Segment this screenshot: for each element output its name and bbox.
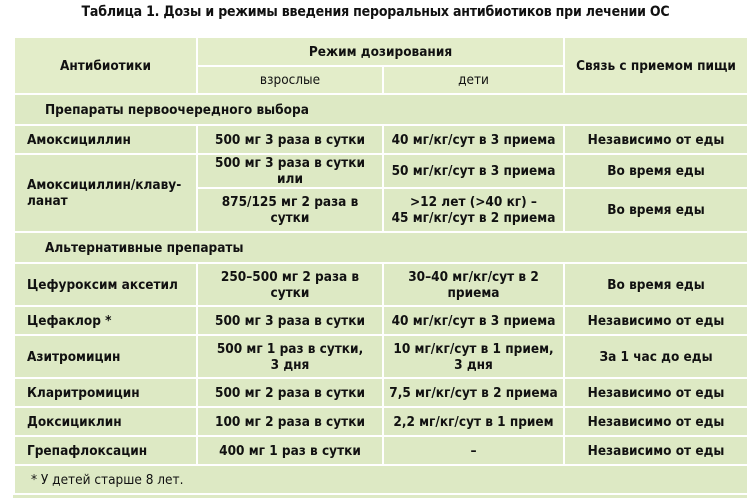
drug-name xyxy=(14,154,197,232)
dose-children xyxy=(383,335,564,378)
dose-children-line2: приема xyxy=(447,284,500,301)
dose-adults: 500 мг 3 раза в сутки или xyxy=(197,154,383,188)
dose-children: 40 мг/кг/сут в 3 приема xyxy=(383,306,564,335)
drug-name: Азитромицин xyxy=(14,335,197,378)
dose-children-line1: 30–40 мг/кг/сут в 2 xyxy=(408,268,539,285)
food-relation: Во время еды xyxy=(564,188,748,232)
food-relation: Независимо от еды xyxy=(564,306,748,335)
dosage-table xyxy=(13,36,747,498)
food-relation: Во время еды xyxy=(564,154,748,188)
header-children: дети xyxy=(383,66,564,94)
dose-children-line2: 45 мг/кг/сут в 2 приема xyxy=(391,210,556,226)
dose-adults: 100 мг 2 раза в сутки xyxy=(197,407,383,436)
dose-adults: 875/125 мг 2 раза в сутки xyxy=(197,188,383,232)
dose-children: – xyxy=(383,436,564,465)
header-dosing: Режим дозирования xyxy=(197,37,564,66)
dose-adults: 250–500 мг 2 раза в сутки xyxy=(197,263,383,306)
footnote: * У детей старше 8 лет. xyxy=(14,465,748,494)
drug-name: Грепафлоксацин xyxy=(14,436,197,465)
food-relation: Независимо от еды xyxy=(564,436,748,465)
drug-name: Кларитромицин xyxy=(14,378,197,407)
food-relation: Независимо от еды xyxy=(564,407,748,436)
table-row xyxy=(14,306,748,335)
dose-children-line1: 10 мг/кг/сут в 1 прием, xyxy=(393,340,554,357)
header-food: Связь с приемом пищи xyxy=(564,37,748,94)
dose-children xyxy=(383,188,564,232)
drug-name: Доксициклин xyxy=(14,407,197,436)
table-row xyxy=(14,378,748,407)
food-relation: За 1 час до еды xyxy=(564,335,748,378)
dose-adults-line2: 3 дня xyxy=(270,356,310,373)
table-row xyxy=(14,407,748,436)
table-row xyxy=(14,125,748,154)
header-adults: взрослые xyxy=(197,66,383,94)
dose-adults xyxy=(197,335,383,378)
drug-name-line2: ланат xyxy=(27,193,68,209)
dose-adults-line1: 500 мг 1 раз в сутки, xyxy=(216,340,364,357)
dose-children: 40 мг/кг/сут в 3 приема xyxy=(383,125,564,154)
section-first-line: Препараты первоочередного выбора xyxy=(14,94,748,125)
header-antibiotics: Антибиотики xyxy=(14,37,197,94)
dose-children xyxy=(383,263,564,306)
table-title: Таблица 1. Дозы и режимы введения пероральных антибиотиков при лечении ОС xyxy=(81,4,670,20)
dose-adults: 400 мг 1 раз в сутки xyxy=(197,436,383,465)
dose-children-line1: >12 лет (>40 кг) – xyxy=(410,194,538,210)
drug-name: Цефуроксим аксетил xyxy=(14,263,197,306)
dose-adults: 500 мг 2 раза в сутки xyxy=(197,378,383,407)
food-relation: Во время еды xyxy=(564,263,748,306)
food-relation: Независимо от еды xyxy=(564,378,748,407)
table-row xyxy=(14,263,748,306)
table-row xyxy=(14,436,748,465)
dose-adults: 500 мг 3 раза в сутки xyxy=(197,306,383,335)
dose-adults: 500 мг 3 раза в сутки xyxy=(197,125,383,154)
food-relation: Независимо от еды xyxy=(564,125,748,154)
dose-children: 7,5 мг/кг/сут в 2 приема xyxy=(383,378,564,407)
dose-children-line2: 3 дня xyxy=(454,356,493,373)
dose-children: 50 мг/кг/сут в 3 приема xyxy=(383,154,564,188)
table-row xyxy=(14,335,748,378)
table-row xyxy=(14,154,748,188)
drug-name-line1: Амоксициллин/клаву- xyxy=(27,177,182,193)
section-alternative: Альтернативные препараты xyxy=(14,232,748,263)
drug-name: Амоксициллин xyxy=(14,125,197,154)
dose-children: 2,2 мг/кг/сут в 1 прием xyxy=(383,407,564,436)
drug-name: Цефаклор * xyxy=(14,306,197,335)
